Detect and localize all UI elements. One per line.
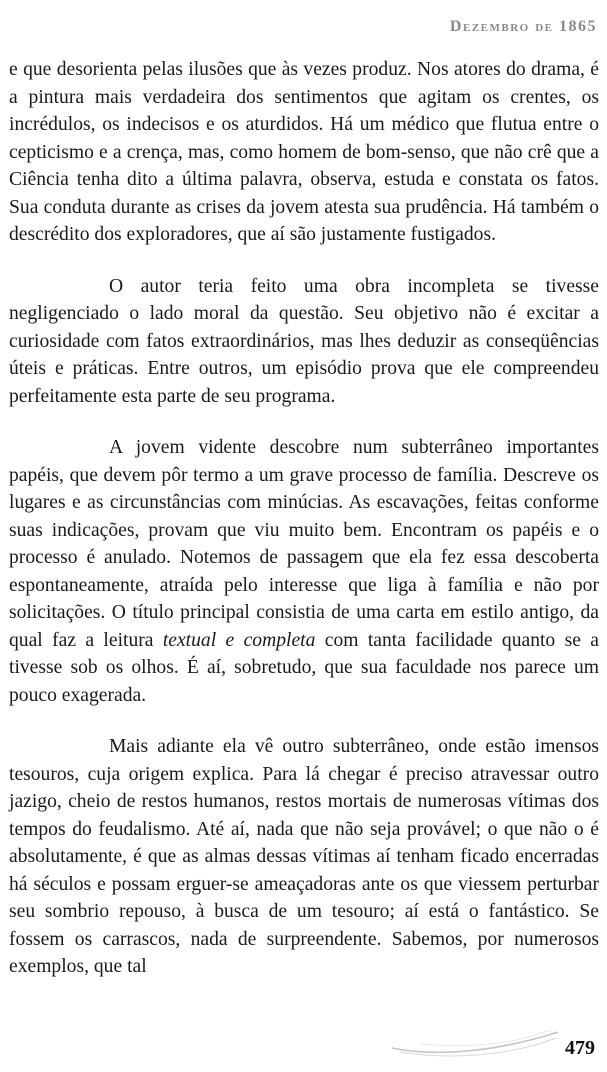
body-text	[9, 56, 599, 981]
paragraph-4: Mais adiante ela vê outro subterrâneo, onde estão imensos tesouros, cuja origem explica. Para lá chegar é preciso atravessar outro jazigo, cheio de restos humanos, restos mortais de numerosas vítimas dos tempos do feudalismo. Até aí, nada que não seja provável; o que não o é absolutamente, é que as almas dessas vítimas aí tenham ficado encerradas há séculos e possam erguer-se ameaçadoras ante os que viessem perturbar seu sombrio repouso, à busca de um tesouro; aí está o fantástico. Se fossem os carrascos, nada de surpreendente. Sabemos, por numerosos exemplos, que tal	[9, 736, 599, 977]
header-divider	[8, 44, 599, 45]
emphasis-text: textual e completa	[162, 629, 316, 651]
paragraph-3	[9, 434, 599, 709]
paragraph-3-part-2: com tanta facilidade quanto se a tivesse sob os olhos. É aí, sobretudo, que sua faculdade nos parece um pouco exagerada.	[9, 629, 599, 706]
page-footer	[0, 1022, 607, 1072]
running-header: Dezembro de 1865	[449, 18, 597, 35]
decorative-swoosh-icon	[390, 1026, 560, 1062]
paragraph-3-part-1: A jovem vidente descobre num subterrâneo importantes papéis, que devem pôr termo a um grave processo de família. Descreve os lugares e as circunstâncias com minúcias. As escavações, feitas conforme suas indicações, provam que viu muito bem. Encontram os papéis e o processo é anulado. Notemos de passagem que ela fez essa descoberta espontaneamente, atraída pelo interesse que liga à família e não por solicitações. O título principal consistia de uma carta em estilo antigo, da qual faz a leitura	[9, 437, 599, 651]
paragraph-2: O autor teria feito uma obra incompleta se tivesse negligenciado o lado moral da questão. Seu objetivo não é excitar a curiosidade com fatos extraordinários, mas lhes deduzir as conseqüências úteis e práticas. Entre outros, um episódio prova que ele compreendeu perfeitamente esta parte de seu programa.	[9, 275, 599, 407]
page-number: 479	[565, 1037, 595, 1059]
paragraph-1: e que desorienta pelas ilusões que às vezes produz. Nos atores do drama, é a pintura mais verdadeira dos sentimentos que agitam os crentes, os incrédulos, os indecisos e os aturdidos. Há um médico que flutua entre o cepticismo e a crença, mas, como homem de bom-senso, que não crê que a Ciência tenha dito a última palavra, observa, estuda e constata os fatos. Sua conduta durante as crises da jovem atesta sua prudência. Há também o descrédito dos exploradores, que aí são justamente fustigados.	[9, 59, 599, 245]
